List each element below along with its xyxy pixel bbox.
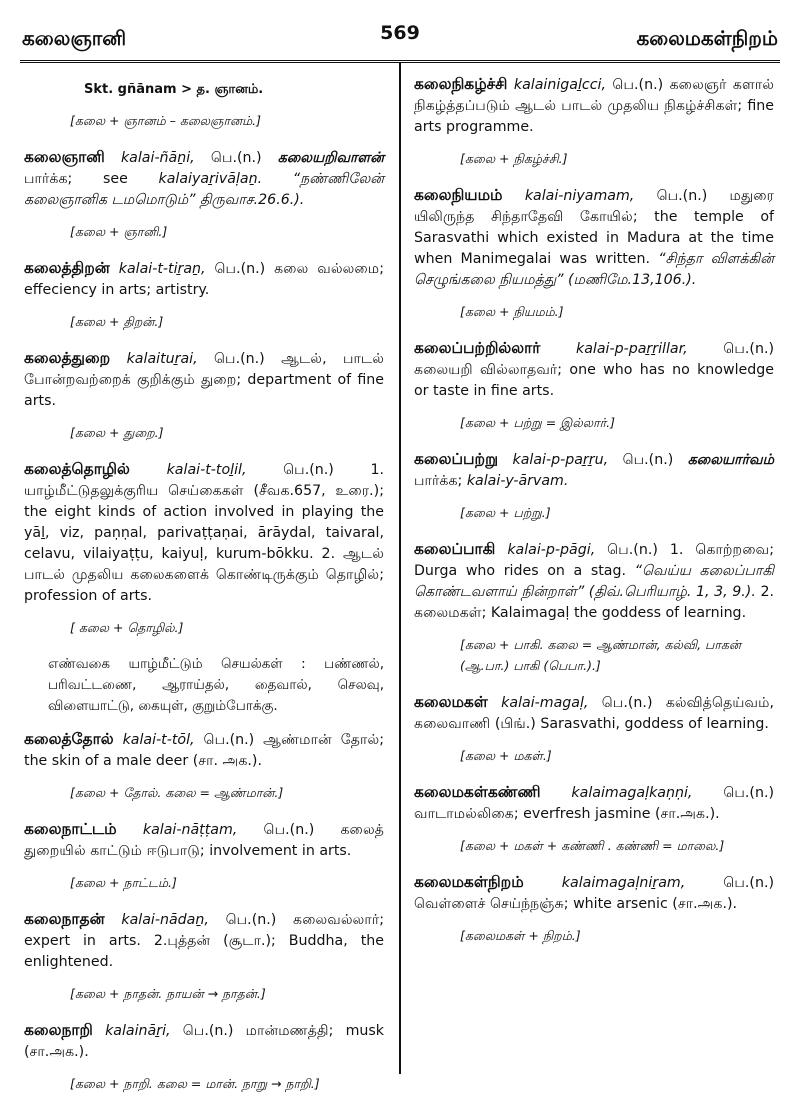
citation: “சிந்தா விளக்கின் செழுங்கலை நியமத்து” (மணிமே.13,106.). bbox=[414, 251, 774, 288]
right-column bbox=[414, 74, 774, 962]
see-transliteration: kalaiyaṟivāḷaṉ. bbox=[158, 171, 263, 187]
definition: ஆடல், பாடல் போன்றவற்றைக் குறிக்கும் துறை; department of fine arts. bbox=[24, 351, 384, 409]
part-of-speech: பெ.(n.) bbox=[194, 150, 278, 166]
definition: வாடாமல்லிகை; everfresh jasmine (சா.அக.). bbox=[414, 806, 720, 822]
citation: “நண்ணிலேன் கலைஞானிக டமமொடும்” திருவாச.26.6.). bbox=[24, 171, 384, 208]
dictionary-entry bbox=[24, 459, 384, 607]
left-guide-word: கலைஞானி bbox=[22, 26, 127, 50]
cross-reference: கலையார்வம் bbox=[687, 452, 774, 468]
definition: கல்வித்தெய்வம், கலைவாணி (பிங்.) Sarasvathi, goddess of learning. bbox=[414, 695, 774, 732]
definition-part-2: 2. கலைமகள்; Kalaimagaḷ the goddess of learning. bbox=[414, 584, 775, 621]
part-of-speech: பெ.(n.) bbox=[194, 732, 264, 748]
part-of-speech: பெ.(n.) bbox=[595, 542, 670, 558]
transliteration: kalaimagaḷkaṇṇi, bbox=[571, 785, 693, 801]
definition: மான்மணத்தி; musk (சா.அக.). bbox=[24, 1023, 384, 1060]
transliteration: kalai-p-pāgi, bbox=[507, 542, 596, 558]
part-of-speech: பெ.(n.) bbox=[605, 77, 670, 93]
dictionary-entry bbox=[24, 819, 384, 862]
definition: பார்க்க; see bbox=[24, 171, 159, 187]
list-note: எண்வகை யாழ்மீட்டும் செயல்கள் : பண்ணல், பரிவட்டணை, ஆராய்தல், தைவால், செலவு, விளையாட்டு, கையுள், குறும்போக்கு. bbox=[48, 656, 384, 714]
transliteration: kalai-p-paṟṟillar, bbox=[576, 341, 688, 357]
dictionary-entry bbox=[414, 539, 774, 624]
definition: கலையறி வில்லாதவர்; one who has no knowledge or taste in fine arts. bbox=[414, 362, 774, 399]
transliteration: kalai-t-tiṟaṉ, bbox=[118, 261, 206, 277]
definition: கலைத் துறையில் காட்டும் ஈடுபாடு; involvement in arts. bbox=[24, 822, 384, 859]
part-of-speech: பெ.(n.) bbox=[692, 785, 774, 801]
etymology: [கலை + பற்று = இல்லார்.] bbox=[460, 415, 615, 430]
headword: கலைமகள்நிறம் bbox=[414, 873, 524, 891]
headword: கலைத்திறன் bbox=[24, 259, 110, 277]
etymology: [கலை + நியமம்.] bbox=[460, 304, 564, 319]
etymology: [கலை + ஞானி.] bbox=[70, 224, 168, 239]
dictionary-entry bbox=[414, 449, 774, 492]
etymology: [கலை + திறன்.] bbox=[70, 314, 164, 329]
headword: கலைநாட்டம் bbox=[24, 820, 117, 838]
citation: “வெய்ய கலைப்பாகி கொண்டவளாய் நின்றாள்” (திவ்.பெரியாழ். 1, 3, 9.). bbox=[414, 563, 774, 600]
definition: 1. யாழ்மீட்டுதலுக்குரிய செய்கைகள் (சீவக.657, உரை.); the eight kinds of action involved in playing the yāḻ, viz, paṇṇal, parivaṭṭaṇai, ārāydal, taivaral, celavu, vilaiyaṭṭu, kaiyuḷ, kurum-bōkku. 2. ஆடல் பாடல் முதலிய கலைகளைக் கொண்டிருக்கும் தொழில்; profession of arts. bbox=[24, 462, 384, 604]
etymology: [கலை + மகள்.] bbox=[460, 748, 552, 763]
headword: கலைநிகழ்ச்சி bbox=[414, 75, 508, 93]
definition: 1. கொற்றவை; Durga who rides on a stag. bbox=[414, 542, 774, 579]
definition: ஆண்மான் தோல்; the skin of a male deer (சா. அக.). bbox=[24, 732, 384, 769]
part-of-speech: பெ.(n.) bbox=[237, 822, 341, 838]
dictionary-entry bbox=[414, 782, 774, 825]
etymology: [கலை + மகள் + கண்ணி . கண்ணி = மாலை.] bbox=[460, 838, 725, 853]
headword: கலைநாதன் bbox=[24, 910, 105, 928]
dictionary-entry bbox=[24, 258, 384, 301]
transliteration: kalaituṟai, bbox=[126, 351, 198, 367]
part-of-speech: பெ.(n.) bbox=[608, 452, 688, 468]
etymology: [ கலை + தொழில்.] bbox=[70, 620, 184, 635]
transliteration: kalai-niyamam, bbox=[524, 188, 635, 204]
intro-etymology: [கலை + ஞானம் – கலைஞானம்.] bbox=[70, 113, 262, 128]
part-of-speech: பெ.(n.) bbox=[685, 875, 774, 891]
column-divider bbox=[399, 62, 401, 1074]
definition: பார்க்க; bbox=[414, 473, 467, 489]
transliteration: kalaimagaḷniṟam, bbox=[561, 875, 686, 891]
transliteration: kalai-nāṭṭam, bbox=[142, 822, 238, 838]
definition: வெள்ளைச் செய்ந்நஞ்சு; white arsenic (சா.அக.). bbox=[414, 896, 738, 912]
dictionary-entry bbox=[414, 74, 774, 138]
definition: மதுரை யிலிருந்த சிந்தாதேவி கோயில்; the temple of Sarasvathi which existed in Madura at the time when Manimegalai was written. bbox=[414, 188, 775, 267]
etymology: [கலை + பாகி. கலை = ஆண்மான், கல்வி, பாகன் (ஆ.பா.) பாகி (பெபா.).] bbox=[460, 637, 741, 673]
etymology: [கலை + தோல். கலை = ஆண்மான்.] bbox=[70, 785, 284, 800]
part-of-speech: பெ.(n.) bbox=[205, 261, 275, 277]
headword: கலைநியமம் bbox=[414, 186, 503, 204]
dictionary-entry bbox=[414, 692, 774, 735]
headword: கலைத்துறை bbox=[24, 349, 111, 367]
cross-reference: கலையறிவாளன் bbox=[277, 150, 384, 166]
definition: கலைவல்லார்; expert in arts. 2.புத்தன் (சூடா.); Buddha, the enlightened. bbox=[24, 912, 385, 970]
dictionary-entry bbox=[24, 348, 384, 412]
dictionary-entry bbox=[24, 909, 384, 973]
etymology: [கலை + நாதன். நாயன் → நாதன்.] bbox=[70, 986, 266, 1001]
etymology: [கலை + பற்று.] bbox=[460, 505, 551, 520]
headword: கலைத்தோல் bbox=[24, 730, 114, 748]
headword: கலைமகள் bbox=[414, 693, 488, 711]
etymology: [கலை + நாறி. கலை = மான். நாறு → நாறி.] bbox=[70, 1076, 320, 1091]
dictionary-entry bbox=[414, 872, 774, 915]
transliteration: kalai-p-paṟṟu, bbox=[512, 452, 609, 468]
part-of-speech: பெ.(n.) bbox=[588, 695, 666, 711]
etymology: [கலை + நாட்டம்.] bbox=[70, 875, 177, 890]
part-of-speech: பெ.(n.) bbox=[687, 341, 774, 357]
transliteration: kalai-nādaṉ, bbox=[121, 912, 209, 928]
etymology: [கலை + நிகழ்ச்சி.] bbox=[460, 151, 568, 166]
part-of-speech: பெ.(n.) bbox=[170, 1023, 246, 1039]
left-column bbox=[24, 74, 384, 1110]
dictionary-entry bbox=[24, 729, 384, 772]
etymology: [கலைமகள் + நிறம்.] bbox=[460, 928, 581, 943]
headword: கலைநாறி bbox=[24, 1021, 93, 1039]
right-guide-word: கலைமகள்நிறம் bbox=[636, 26, 778, 50]
headword: கலைப்பாகி bbox=[414, 540, 496, 558]
dictionary-entry bbox=[24, 147, 384, 211]
headword: கலைப்பற்று bbox=[414, 450, 499, 468]
definition: கலை வல்லமை; effeciency in arts; artistry. bbox=[24, 261, 384, 298]
part-of-speech: பெ.(n.) bbox=[197, 351, 282, 367]
dictionary-entry bbox=[24, 1020, 384, 1063]
transliteration: kalai-magaḷ, bbox=[501, 695, 589, 711]
see-transliteration: kalai-y-ārvam. bbox=[466, 473, 569, 489]
transliteration: kalai-ñāṉi, bbox=[120, 150, 195, 166]
transliteration: kalai-t-toḻil, bbox=[166, 462, 247, 478]
page-number: 569 bbox=[380, 22, 420, 44]
headword: கலைமகள்கண்ணி bbox=[414, 783, 541, 801]
transliteration: kalainigaḻcci, bbox=[513, 77, 606, 93]
etymology: [கலை + துறை.] bbox=[70, 425, 164, 440]
transliteration: kalaināṟi, bbox=[105, 1023, 171, 1039]
headword: கலைத்தொழில் bbox=[24, 460, 130, 478]
part-of-speech: பெ.(n.) bbox=[208, 912, 293, 928]
dictionary-entry bbox=[414, 338, 774, 402]
part-of-speech: பெ.(n.) bbox=[634, 188, 730, 204]
intro-note: Skt. gñānam > த. ஞானம். bbox=[84, 82, 264, 97]
part-of-speech: பெ.(n.) bbox=[246, 462, 371, 478]
definition: கலைஞர் களால் நிகழ்த்தப்படும் ஆடல் பாடல் முதலிய நிகழ்ச்சிகள்; fine arts programme. bbox=[414, 77, 775, 135]
transliteration: kalai-t-tōl, bbox=[122, 732, 195, 748]
headword: கலைஞானி bbox=[24, 148, 105, 166]
dictionary-entry bbox=[414, 185, 774, 291]
headword: கலைப்பற்றில்லார் bbox=[414, 339, 541, 357]
